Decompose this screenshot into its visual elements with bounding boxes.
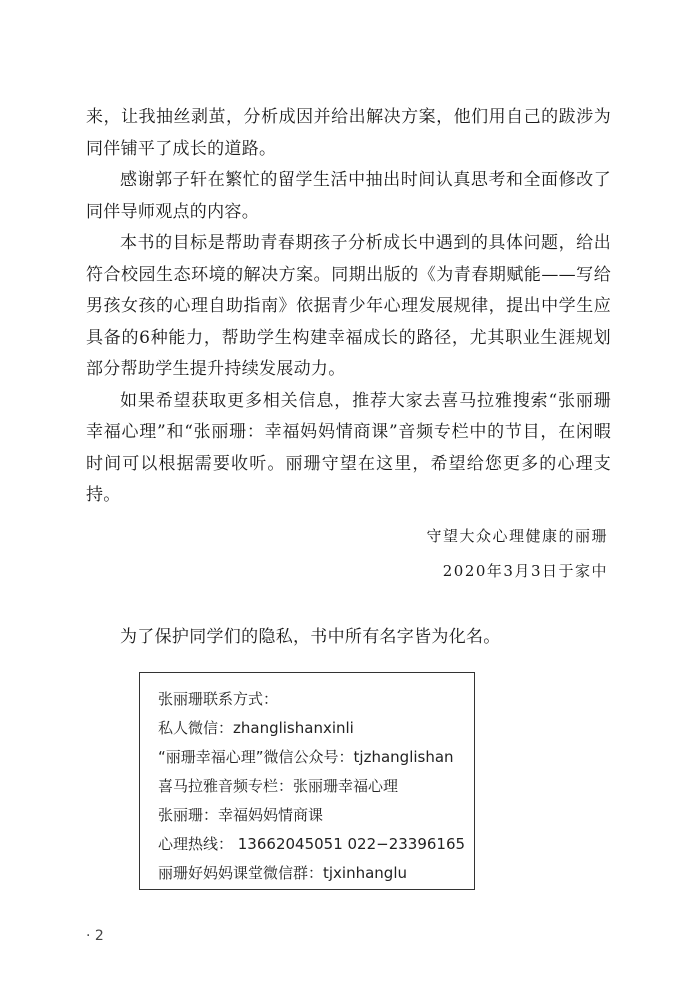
contact-course: 张丽珊：幸福妈妈情商课 (158, 806, 324, 824)
contact-info-box (139, 672, 475, 890)
contact-official-account: “丽珊幸福心理”微信公众号：tjzhanglishan (158, 748, 454, 766)
paragraph-thanks: 感谢郭子轩在繁忙的留学生活中抽出时间认真思考和全面修改了同伴导师观点的内容。 (86, 170, 611, 222)
paragraph-book-goal: 本书的目标是帮助青春期孩子分析成长中遇到的具体问题，给出符合校园生态环境的解决方案。同期出版的《为青春期赋能——写给男孩女孩的心理自助指南》依据青少年心理发展规律，提出中学生应具备的6种能力，帮助学生构建幸福成长的路径，尤其职业生涯规划部分帮助学生提升持续发展动力。 (86, 233, 611, 379)
signature-author: 守望大众心理健康的丽珊 (426, 527, 608, 545)
paragraph-more-info: 如果希望获取更多相关信息，推荐大家去喜马拉雅搜索“张丽珊幸福心理”和“张丽珊：幸福妈妈情商课”音频专栏中的节目，在闲暇时间可以根据需要收听。丽珊守望在这里，希望给您更多的心理支持。 (86, 390, 611, 505)
contact-ximalaya: 喜马拉雅音频专栏：张丽珊幸福心理 (158, 777, 399, 795)
contact-wechat: 私人微信：zhanglishanxinli (158, 719, 354, 737)
paragraph-continued: 来，让我抽丝剥茧，分析成因并给出解决方案，他们用自己的跋涉为同伴铺平了成长的道路。 (86, 107, 611, 159)
page-number: · 2 (86, 928, 104, 944)
body-text (86, 102, 611, 512)
contact-hotline: 心理热线： 13662045051 022−23396165 (158, 835, 466, 853)
contact-wechat-group: 丽珊好妈妈课堂微信群：tjxinhanglu (158, 864, 408, 882)
privacy-note: 为了保护同学们的隐私，书中所有名字皆为化名。 (120, 627, 501, 647)
contact-title: 张丽珊联系方式： (158, 690, 279, 708)
signature-date: 2020年3月3日于家中 (442, 562, 608, 580)
